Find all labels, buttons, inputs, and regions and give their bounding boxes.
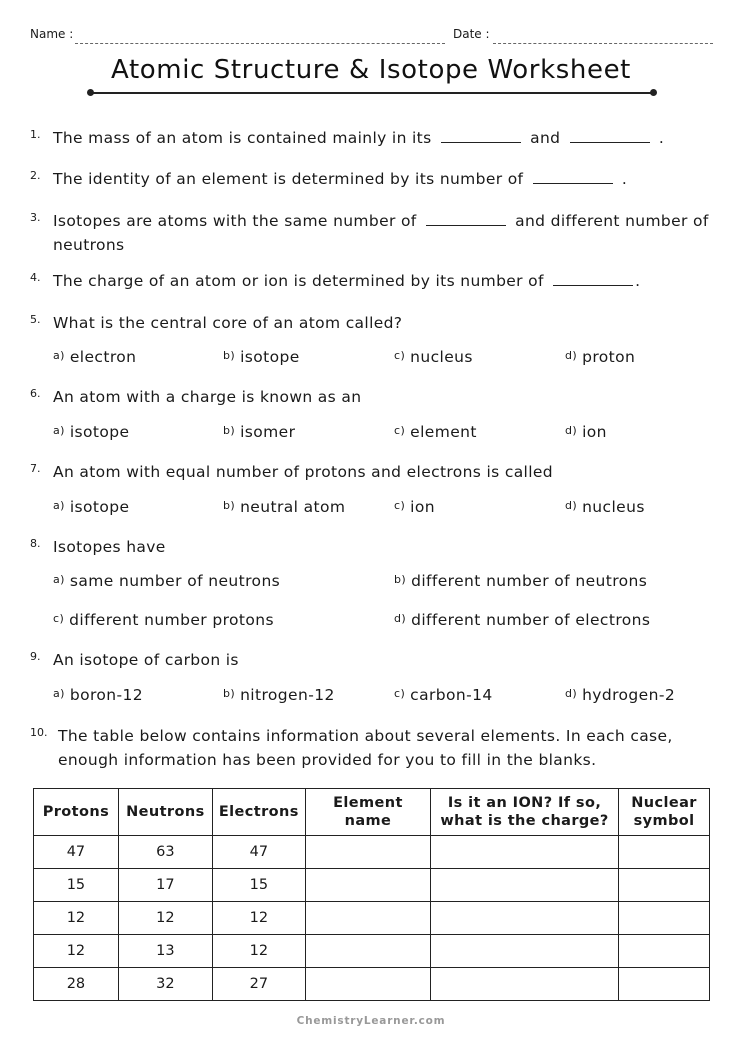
- option-letter: d): [565, 349, 578, 362]
- option-q9-a[interactable]: [53, 686, 143, 704]
- question-text: An isotope of carbon is: [53, 651, 239, 669]
- option-q7-b[interactable]: [223, 498, 345, 516]
- option-text: hydrogen-2: [582, 686, 676, 704]
- question-number: 4.: [30, 271, 41, 284]
- answer-blank[interactable]: [553, 271, 633, 286]
- cell-neutrons: 32: [118, 968, 212, 1001]
- question-text: .: [658, 129, 665, 147]
- header-neutrons: Neutrons: [118, 789, 212, 836]
- question-number: 5.: [30, 313, 41, 326]
- table-row: [34, 836, 710, 869]
- option-letter: d): [394, 612, 407, 625]
- option-text: electron: [69, 348, 137, 366]
- cell-nuclear-symbol[interactable]: [619, 902, 710, 935]
- option-q6-b[interactable]: [223, 423, 295, 441]
- cell-element-name[interactable]: [305, 935, 430, 968]
- option-letter: c): [394, 424, 406, 437]
- option-text: neutral atom: [240, 498, 346, 516]
- option-q8-c[interactable]: [53, 611, 274, 629]
- question-3: [30, 209, 713, 257]
- option-letter: b): [223, 687, 236, 700]
- option-text: isomer: [240, 423, 296, 441]
- cell-electrons: 12: [212, 902, 305, 935]
- option-q9-c[interactable]: [394, 686, 493, 704]
- name-field[interactable]: [75, 43, 445, 44]
- cell-nuclear-symbol[interactable]: [619, 836, 710, 869]
- question-text: .: [635, 272, 641, 290]
- question-text: and: [530, 129, 561, 147]
- question-4: [30, 269, 713, 293]
- option-letter: b): [223, 499, 236, 512]
- cell-protons: 47: [34, 836, 119, 869]
- question-text: The charge of an atom or ion is determined by its number of: [53, 272, 544, 290]
- option-letter: c): [394, 349, 406, 362]
- cell-electrons: 47: [212, 836, 305, 869]
- cell-element-name[interactable]: [305, 902, 430, 935]
- element-table: [33, 788, 710, 1001]
- footer-credit: ChemistryLearner.com: [296, 1015, 446, 1027]
- cell-protons: 15: [34, 869, 119, 902]
- option-q8-b[interactable]: [394, 572, 647, 590]
- option-letter: d): [565, 499, 578, 512]
- question-text: and different number of neutrons: [53, 212, 709, 254]
- option-text: ion: [582, 423, 607, 441]
- table-row: [34, 935, 710, 968]
- title-divider: [90, 92, 654, 94]
- question-2: [30, 167, 713, 191]
- option-q7-a[interactable]: [53, 498, 129, 516]
- question-number: 2.: [30, 169, 41, 182]
- option-q5-b[interactable]: [223, 348, 300, 366]
- option-q5-a[interactable]: [53, 348, 136, 366]
- table-row: [34, 968, 710, 1001]
- cell-neutrons: 63: [118, 836, 212, 869]
- option-q6-c[interactable]: [394, 423, 477, 441]
- table-row: [34, 902, 710, 935]
- option-text: element: [410, 423, 477, 441]
- question-text-line-1: The table below contains information about several elements. In each case,: [58, 727, 673, 745]
- date-label: Date :: [453, 27, 490, 41]
- answer-blank[interactable]: [426, 211, 506, 226]
- header-element-name: Element name: [305, 789, 430, 836]
- option-letter: b): [394, 573, 407, 586]
- option-letter: c): [394, 687, 406, 700]
- option-q8-a[interactable]: [53, 572, 280, 590]
- question-number: 9.: [30, 650, 41, 663]
- header-protons: Protons: [34, 789, 119, 836]
- question-text: .: [621, 170, 628, 188]
- option-q9-b[interactable]: [223, 686, 335, 704]
- cell-neutrons: 13: [118, 935, 212, 968]
- answer-blank[interactable]: [441, 128, 521, 143]
- table-row: [34, 869, 710, 902]
- page-title: Atomic Structure & Isotope Worksheet: [111, 55, 631, 85]
- question-text: Isotopes are atoms with the same number of: [53, 212, 417, 230]
- question-text: The mass of an atom is contained mainly in its: [53, 129, 432, 147]
- cell-nuclear-symbol[interactable]: [619, 935, 710, 968]
- option-letter: a): [53, 687, 65, 700]
- cell-neutrons: 17: [118, 869, 212, 902]
- option-text: nucleus: [410, 348, 473, 366]
- name-label: Name :: [30, 27, 74, 41]
- cell-electrons: 27: [212, 968, 305, 1001]
- question-8: [30, 535, 713, 559]
- option-letter: a): [53, 499, 65, 512]
- option-q7-d[interactable]: [565, 498, 645, 516]
- question-number: 8.: [30, 537, 41, 550]
- option-text: nitrogen-12: [240, 686, 335, 704]
- cell-ion-charge[interactable]: [431, 836, 619, 869]
- header-ion-charge: Is it an ION? If so, what is the charge?: [431, 789, 619, 836]
- divider-dot-right: [650, 89, 657, 96]
- option-text: isotope: [69, 498, 130, 516]
- cell-protons: 28: [34, 968, 119, 1001]
- question-1: [30, 126, 713, 150]
- option-letter: c): [394, 499, 406, 512]
- option-text: nucleus: [582, 498, 645, 516]
- question-number: 7.: [30, 462, 41, 475]
- cell-electrons: 12: [212, 935, 305, 968]
- option-q5-c[interactable]: [394, 348, 473, 366]
- option-text: different number protons: [69, 611, 274, 629]
- option-text: carbon-14: [410, 686, 493, 704]
- option-text: proton: [582, 348, 636, 366]
- answer-blank[interactable]: [533, 169, 613, 184]
- option-letter: a): [53, 573, 65, 586]
- cell-ion-charge[interactable]: [431, 902, 619, 935]
- cell-ion-charge[interactable]: [431, 968, 619, 1001]
- cell-neutrons: 12: [118, 902, 212, 935]
- table-header-row: [34, 789, 710, 836]
- option-text: boron-12: [69, 686, 144, 704]
- cell-electrons: 15: [212, 869, 305, 902]
- option-q6-a[interactable]: [53, 423, 129, 441]
- option-q7-c[interactable]: [394, 498, 435, 516]
- question-text: What is the central core of an atom called?: [53, 314, 403, 332]
- question-number: 1.: [30, 128, 41, 141]
- option-letter: a): [53, 424, 65, 437]
- option-text: different number of neutrons: [411, 572, 648, 590]
- question-text-line-2: enough information has been provided for you to fill in the blanks.: [58, 751, 597, 769]
- cell-element-name[interactable]: [305, 869, 430, 902]
- option-text: isotope: [69, 423, 130, 441]
- option-text: same number of neutrons: [69, 572, 281, 590]
- question-9: [30, 648, 713, 672]
- date-field[interactable]: [493, 43, 713, 44]
- answer-blank[interactable]: [570, 128, 650, 143]
- option-letter: a): [53, 349, 65, 362]
- option-letter: c): [53, 612, 65, 625]
- option-text: ion: [410, 498, 435, 516]
- question-text: An atom with equal number of protons and electrons is called: [53, 463, 553, 481]
- option-q9-d[interactable]: [565, 686, 675, 704]
- option-letter: b): [223, 349, 236, 362]
- cell-protons: 12: [34, 935, 119, 968]
- cell-element-name[interactable]: [305, 836, 430, 869]
- cell-element-name[interactable]: [305, 968, 430, 1001]
- question-6: [30, 385, 713, 409]
- cell-ion-charge[interactable]: [431, 869, 619, 902]
- cell-protons: 12: [34, 902, 119, 935]
- cell-nuclear-symbol[interactable]: [619, 968, 710, 1001]
- question-text: An atom with a charge is known as an: [53, 388, 362, 406]
- cell-nuclear-symbol[interactable]: [619, 869, 710, 902]
- option-q5-d[interactable]: [565, 348, 635, 366]
- option-text: different number of electrons: [411, 611, 651, 629]
- option-letter: b): [223, 424, 236, 437]
- option-q6-d[interactable]: [565, 423, 607, 441]
- header-nuclear-symbol: Nuclear symbol: [619, 789, 710, 836]
- option-q8-d[interactable]: [394, 611, 650, 629]
- question-7: [30, 460, 713, 484]
- cell-ion-charge[interactable]: [431, 935, 619, 968]
- question-5: [30, 311, 713, 335]
- header-electrons: Electrons: [212, 789, 305, 836]
- question-number: 10.: [30, 726, 48, 739]
- question-number: 3.: [30, 211, 41, 224]
- option-letter: d): [565, 687, 578, 700]
- question-text: The identity of an element is determined by its number of: [53, 170, 524, 188]
- question-number: 6.: [30, 387, 41, 400]
- divider-dot-left: [87, 89, 94, 96]
- question-text: Isotopes have: [53, 538, 166, 556]
- option-text: isotope: [240, 348, 300, 366]
- option-letter: d): [565, 424, 578, 437]
- question-10: [30, 724, 718, 772]
